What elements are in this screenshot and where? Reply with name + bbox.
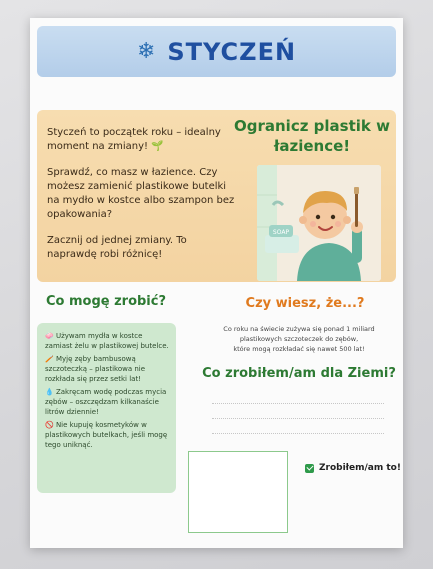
snowflake-icon: ❄	[136, 39, 156, 64]
toothbrush-icon	[355, 189, 358, 227]
list-item: 🚫 Nie kupuję kosmetyków w plastikowych butelkach, jeśli mogę tego uniknąć.	[45, 421, 168, 449]
soap-label: SOAP	[272, 229, 290, 236]
writing-line[interactable]	[212, 418, 384, 419]
list-item: 💧 Zakręcam wodę podczas mycia zębów – oszczędzam kilkanaście litrów dziennie!	[45, 388, 167, 416]
intro-paragraph: Sprawdź, co masz w łazience. Czy możesz zamienić plastikowe butelki na mydło w kostce albo szampon bez opakowania?	[47, 167, 235, 220]
month-header	[37, 26, 396, 77]
page-title: STYCZEŃ	[167, 37, 297, 66]
checkbox-checked-icon[interactable]	[305, 464, 314, 473]
tips-panel	[37, 323, 176, 493]
list-item: 🧼 Używam mydła w kostce zamiast żelu w plastikowej butelce.	[45, 332, 169, 350]
illustration-svg	[257, 165, 381, 281]
boy-brushing-illustration	[257, 165, 381, 281]
did-you-know-text	[205, 324, 393, 354]
writing-line[interactable]	[212, 433, 384, 434]
pledge-heading: Co zrobiłem/am dla Ziemi?	[202, 366, 396, 381]
list-item: 🪥 Myję zęby bambusową szczoteczką – plastikowa nie rozkłada się przez setki lat!	[45, 355, 146, 383]
intro-panel	[37, 110, 396, 282]
intro-heading: Ogranicz plastik w łazience!	[234, 117, 390, 155]
did-you-know-heading: Czy wiesz, że...?	[245, 296, 365, 311]
fact-line: które mogą rozkładać się nawet 500 lat!	[233, 345, 365, 353]
writing-line[interactable]	[212, 403, 384, 404]
worksheet-page	[30, 18, 403, 548]
drawing-box[interactable]	[188, 451, 288, 533]
intro-text	[47, 126, 237, 274]
done-checkbox-row[interactable]	[305, 463, 401, 473]
checkbox-label: Zrobiłem/am to!	[319, 463, 401, 473]
fact-line: Co roku na świecie zużywa się ponad 1 miliard	[223, 325, 375, 333]
what-can-i-do-heading: Co mogę zrobić?	[45, 294, 167, 309]
fact-line: plastikowych szczoteczek do zębów,	[239, 335, 359, 343]
intro-paragraph: Styczeń to początek roku – idealny moment na zmiany! 🌱	[47, 127, 221, 152]
intro-paragraph: Zacznij od jednej zmiany. To naprawdę robi różnicę!	[47, 235, 187, 260]
